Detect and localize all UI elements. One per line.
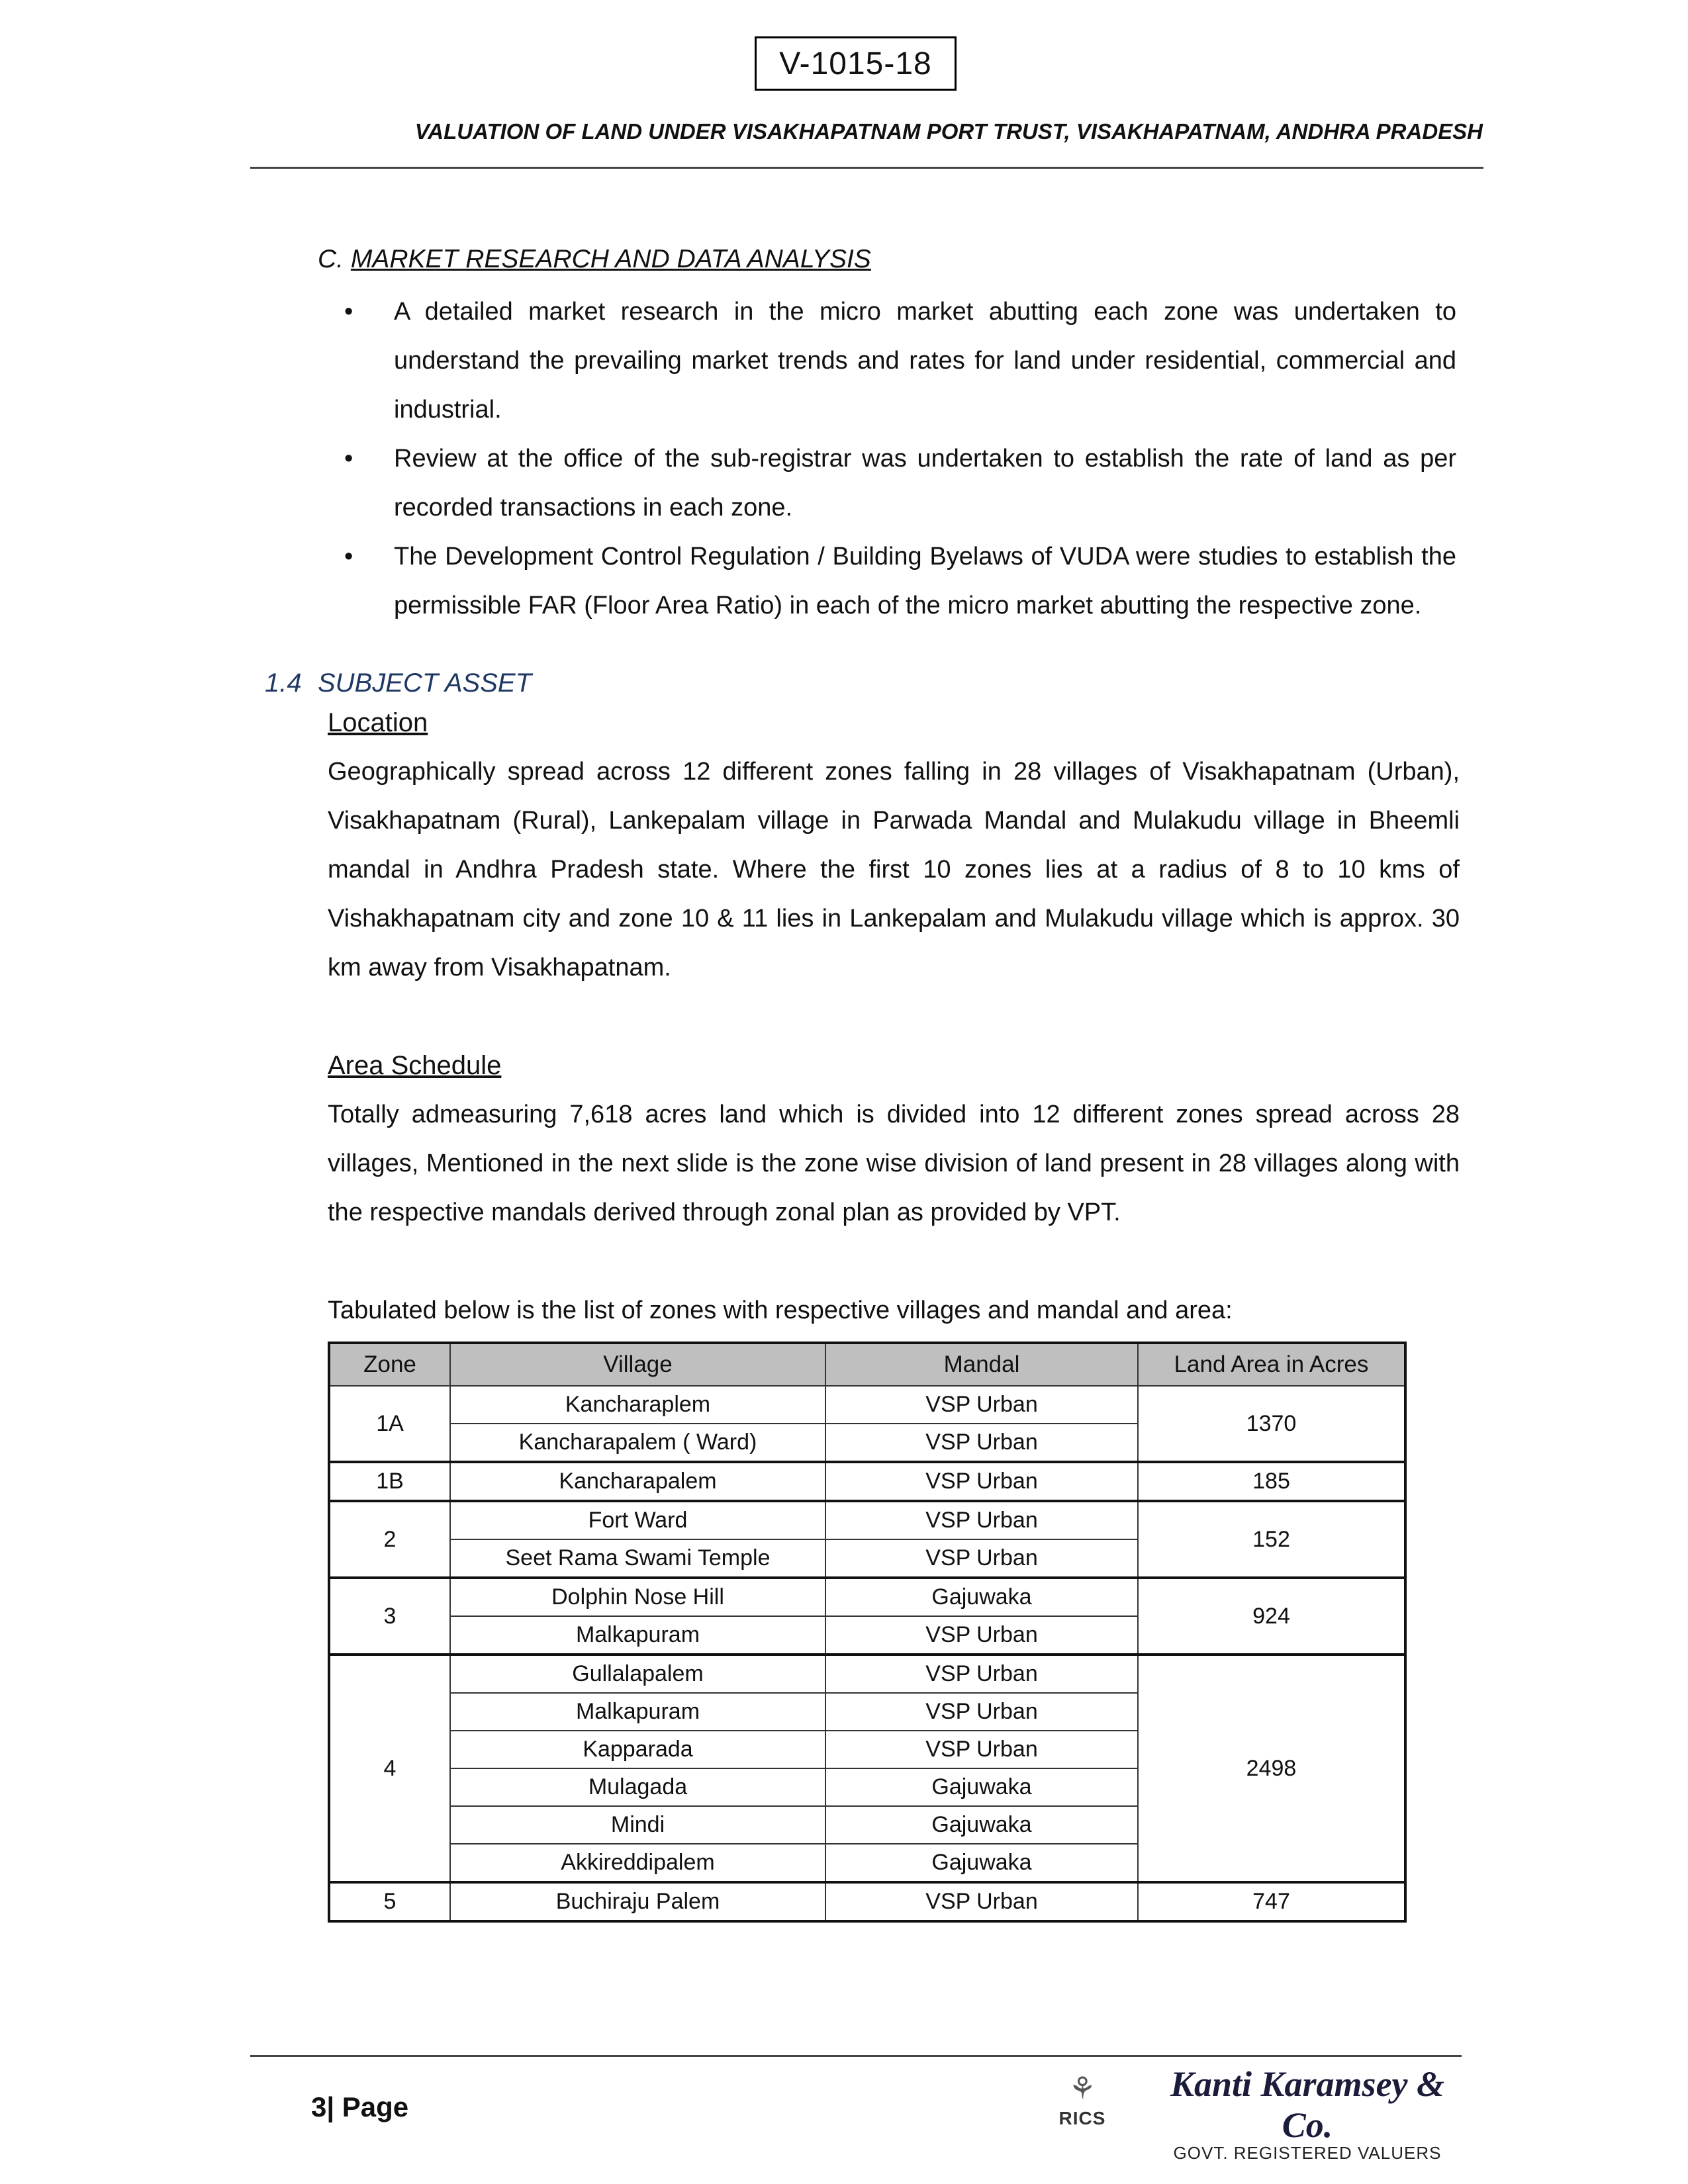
- village-cell: Seet Rama Swami Temple: [450, 1539, 825, 1578]
- mandal-cell: VSP Urban: [825, 1501, 1138, 1539]
- mandal-cell: Gajuwaka: [825, 1578, 1138, 1616]
- section-number: 1.4: [265, 668, 302, 698]
- location-heading: Location: [328, 708, 428, 737]
- village-cell: Dolphin Nose Hill: [450, 1578, 825, 1616]
- mandal-cell: VSP Urban: [825, 1731, 1138, 1768]
- section-title: SUBJECT ASSET: [318, 668, 532, 698]
- header-village: Village: [450, 1343, 825, 1386]
- zone-cell: 1A: [329, 1386, 450, 1462]
- bullet-item: • The Development Control Regulation / Building Byelaws of VUDA were studies to establish the permissible FAR (Floor Area Ratio) in each of the micro market abutting the respective zone.: [344, 532, 1456, 630]
- header-zone: Zone: [329, 1343, 450, 1386]
- zone-cell: 2: [329, 1501, 450, 1578]
- page-number: 3| Page: [311, 2091, 409, 2122]
- header-divider: [250, 167, 1483, 169]
- village-cell: Malkapuram: [450, 1616, 825, 1655]
- area-schedule-paragraph: Totally admeasuring 7,618 acres land which is divided into 12 different zones spread across 28 villages, Mentioned in the next slide is the zone wise division of land present in 28 villages along with the respective mandals derived through zonal plan as provided by VPT.: [328, 1101, 1460, 1226]
- mandal-cell: VSP Urban: [825, 1386, 1138, 1424]
- mandal-cell: VSP Urban: [825, 1462, 1138, 1501]
- village-cell: Buchiraju Palem: [450, 1882, 825, 1921]
- village-cell: Akkireddipalem: [450, 1844, 825, 1882]
- mandal-cell: Gajuwaka: [825, 1768, 1138, 1806]
- village-cell: Kapparada: [450, 1731, 825, 1768]
- village-cell: Fort Ward: [450, 1501, 825, 1539]
- table-intro: Tabulated below is the list of zones with respective villages and mandal and area:: [328, 1297, 1233, 1324]
- land-area-cell: 185: [1138, 1462, 1405, 1501]
- mandal-cell: Gajuwaka: [825, 1806, 1138, 1844]
- location-paragraph: Geographically spread across 12 different zones falling in 28 villages of Visakhapatnam (Urban), Visakhapatnam (Rural), Lankepalam village in Parwada Mandal and Mulakudu village in Bheemli mandal in Andhra Pradesh state. Where the first 10 zones lies at a radius of 8 to 10 kms of Vishakhapatnam city and zone 10 & 11 lies in Lankepalam and Mulakudu village which is approx. 30 km away from Visakhapatnam.: [328, 758, 1460, 981]
- mandal-cell: VSP Urban: [825, 1616, 1138, 1655]
- bullet-item: • A detailed market research in the micro market abutting each zone was undertaken to understand the prevailing market trends and rates for land under residential, commercial and industrial.: [344, 287, 1456, 434]
- zone-table: [328, 1342, 1407, 1923]
- document-reference-box: [755, 36, 957, 91]
- area-schedule-heading: Area Schedule: [328, 1051, 502, 1080]
- mandal-cell: Gajuwaka: [825, 1844, 1138, 1882]
- section-c-title: MARKET RESEARCH AND DATA ANALYSIS: [350, 245, 871, 273]
- mandal-cell: VSP Urban: [825, 1424, 1138, 1462]
- village-cell: Kancharapalem ( Ward): [450, 1424, 825, 1462]
- table-row: [329, 1655, 1405, 1693]
- section-1-4-heading: [265, 668, 1456, 698]
- zone-cell: 5: [329, 1882, 450, 1921]
- bullet-item: • Review at the office of the sub-registrar was undertaken to establish the rate of land as per recorded transactions in each zone.: [344, 434, 1456, 532]
- header-title: VALUATION OF LAND UNDER VISAKHAPATNAM PORT TRUST, VISAKHAPATNAM, ANDHRA PRADESH: [414, 119, 1483, 144]
- firm-subtitle: GOVT. REGISTERED VALUERS: [1173, 2143, 1442, 2163]
- mandal-cell: VSP Urban: [825, 1693, 1138, 1731]
- village-cell: Malkapuram: [450, 1693, 825, 1731]
- land-area-cell: 152: [1138, 1501, 1405, 1578]
- firm-name: Kanti Karamsey & Co.: [1170, 2064, 1445, 2145]
- zone-table-body: [329, 1386, 1405, 1921]
- table-row: [329, 1386, 1405, 1424]
- land-area-cell: 2498: [1138, 1655, 1405, 1882]
- village-cell: Mulagada: [450, 1768, 825, 1806]
- zone-cell: 4: [329, 1655, 450, 1882]
- table-header-row: [329, 1343, 1405, 1386]
- mandal-cell: VSP Urban: [825, 1882, 1138, 1921]
- zone-cell: 1B: [329, 1462, 450, 1501]
- section-c-prefix: C.: [318, 245, 344, 273]
- village-cell: Kancharapalem: [450, 1462, 825, 1501]
- village-cell: Kancharaplem: [450, 1386, 825, 1424]
- table-row: [329, 1501, 1405, 1539]
- zone-cell: 3: [329, 1578, 450, 1655]
- table-row: [329, 1462, 1405, 1501]
- page-content: [265, 245, 1460, 1923]
- village-cell: Mindi: [450, 1806, 825, 1844]
- header-land-area: Land Area in Acres: [1138, 1343, 1405, 1386]
- land-area-cell: 924: [1138, 1578, 1405, 1655]
- village-cell: Gullalapalem: [450, 1655, 825, 1693]
- subject-asset-block: [328, 698, 1460, 1335]
- footer-divider: [250, 2055, 1462, 2057]
- table-row: [329, 1882, 1405, 1921]
- mandal-cell: VSP Urban: [825, 1539, 1138, 1578]
- land-area-cell: 747: [1138, 1882, 1405, 1921]
- rics-emblem-icon: ⚘: [1068, 2071, 1096, 2105]
- document-reference: V-1015-18: [779, 46, 932, 81]
- mandal-cell: VSP Urban: [825, 1655, 1138, 1693]
- header-mandal: Mandal: [825, 1343, 1138, 1386]
- section-c-heading: [318, 245, 1456, 274]
- land-area-cell: 1370: [1138, 1386, 1405, 1462]
- rics-logo: [1053, 2068, 1112, 2129]
- table-row: [329, 1578, 1405, 1616]
- rics-logo-text: RICS: [1058, 2108, 1106, 2128]
- firm-logo: [1149, 2064, 1466, 2163]
- section-c-bullet-list: [344, 287, 1456, 630]
